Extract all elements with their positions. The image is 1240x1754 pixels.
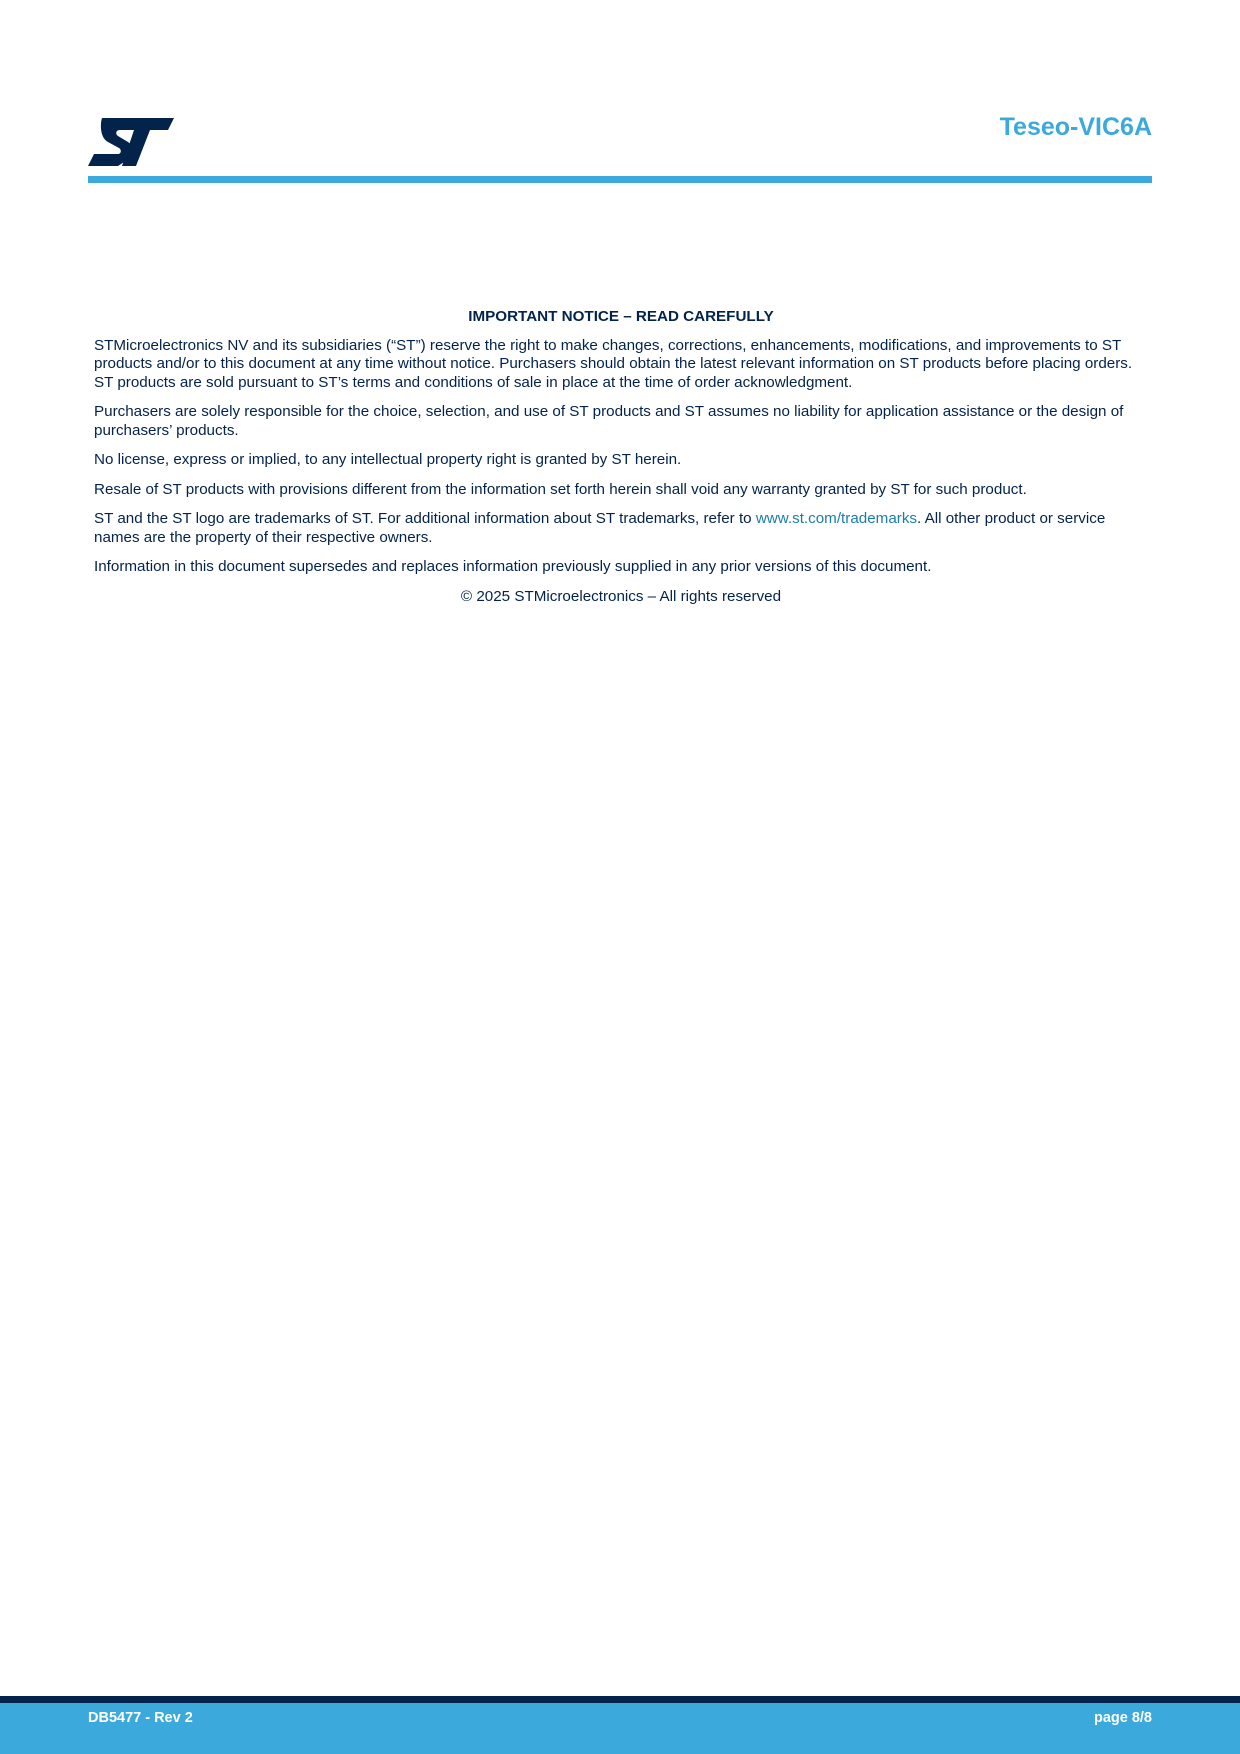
notice-paragraph: Resale of ST products with provisions different from the information set forth herein shall void any warranty granted by ST for such product. [94,480,1027,498]
notice-paragraph: Information in this document supersedes and replaces information previously supplied in any prior versions of this document. [94,558,932,575]
trademarks-text-before: ST and the ST logo are trademarks of ST. For additional information about ST trademarks, refer to [94,510,756,527]
trademarks-link[interactable]: www.st.com/trademarks [755,510,918,527]
important-notice [94,308,1148,606]
trademarks-paragraph [94,510,1148,547]
st-logo [88,118,174,166]
trademarks-text-after: . All other product or service names are the property of their respective owners. [94,510,1106,546]
page-number: page 8/8 [1093,1710,1152,1726]
notice-paragraph: No license, express or implied, to any intellectual property right is granted by ST herein. [94,451,682,468]
footer-divider [0,1696,1240,1703]
copyright: © 2025 STMicroelectronics – All rights reserved [460,587,782,605]
document-reference: DB5477 - Rev 2 [88,1710,193,1726]
header-divider [88,176,1152,183]
notice-paragraph: Purchasers are solely responsible for the choice, selection, and use of ST products and ST assumes no liability for application assistance or the design of purchasers’ products. [94,403,1124,439]
footer-bar [0,1703,1240,1754]
notice-paragraph: STMicroelectronics NV and its subsidiaries (“ST”) reserve the right to make changes, corrections, enhancements, modifications, and improvements to ST products and/or to this document at any time without notice. Purchasers should obtain the latest relevant information on ST products before placing orders. ST products are sold pursuant to ST’s terms and conditions of sale in place at the time of order acknowledgment. [94,336,1133,391]
document-title: Teseo-VIC6A [999,113,1152,141]
notice-heading: IMPORTANT NOTICE – READ CAREFULLY [468,308,774,325]
